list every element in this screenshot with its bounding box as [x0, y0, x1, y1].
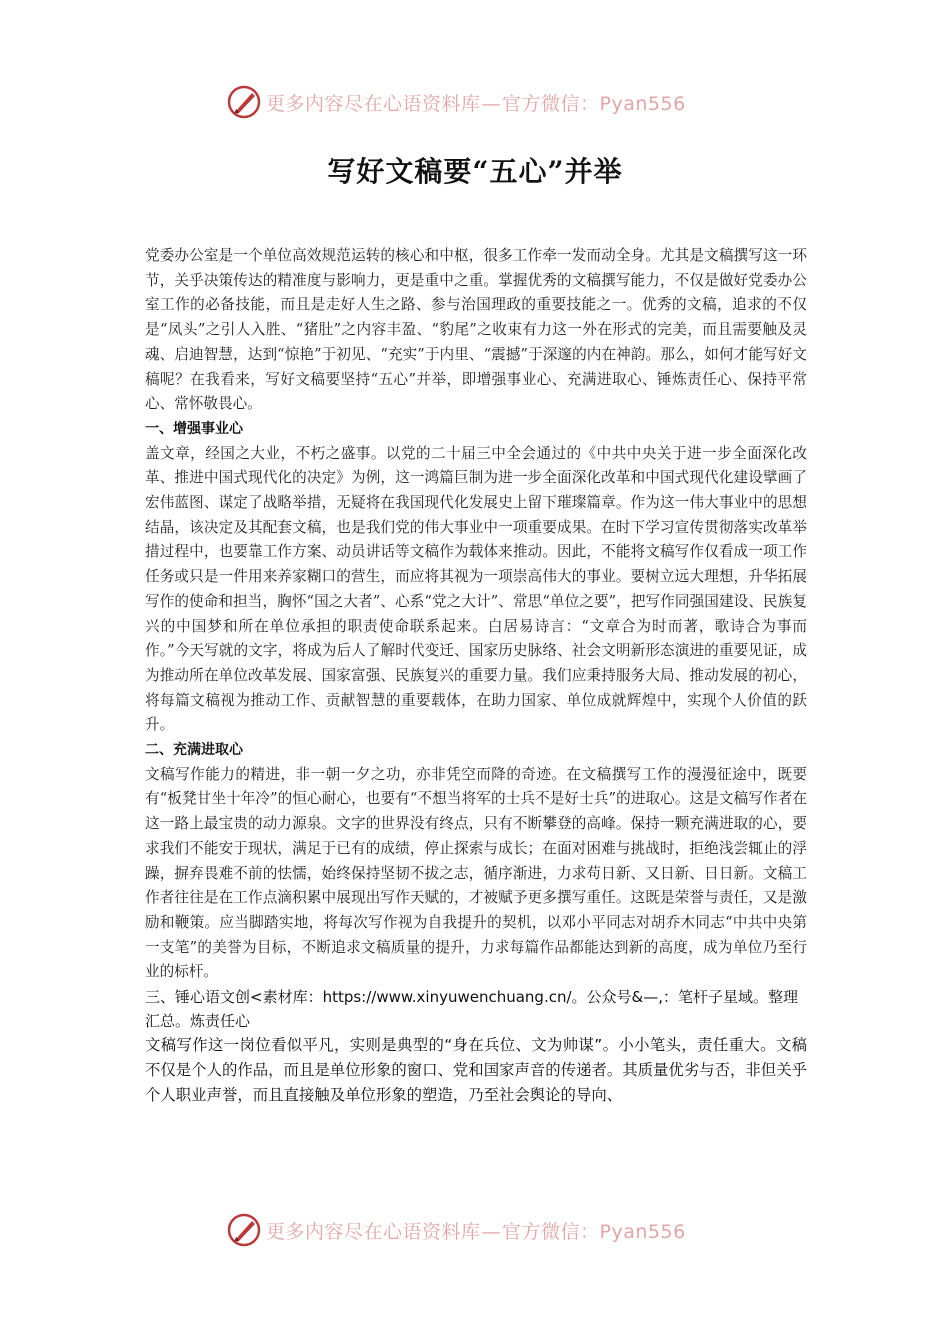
pen-logo-icon	[226, 84, 262, 120]
banner-suffix: 官方微信：	[502, 1220, 600, 1243]
banner-main: 更多内容尽在心语资料库	[266, 1220, 481, 1243]
section-1-paragraph: 盖文章，经国之大业，不朽之盛事。以党的二十届三中全会通过的《中共中央关于进一步全面深化改革、推进中国式现代化的决定》为例，这一鸿篇巨制为进一步全面深化改革和中国式现代化建设擘画了宏伟蓝图、谋定了战略举措，无疑将在我国现代化发展史上留下璀璨篇章。作为这一伟大事业中的思想结晶，该决定及其配套文稿，也是我们党的伟大事业中一项重要成果。在时下学习宣传贯彻落实改革举措过程中，也要靠工作方案、动员讲话等文稿作为载体来推动。因此，不能将文稿写作仅看成一项工作任务或只是一件用来养家糊口的营生，而应将其视为一项崇高伟大的事业。要树立远大理想，升华拓展写作的使命和担当，胸怀“国之大者”、心系“党之大计”、常思“单位之要”，把写作同强国建设、民族复兴的中国梦和所在单位承担的职责使命联系起来。白居易诗言：“文章合为时而著，歌诗合为事而作。”今天写就的文字，将成为后人了解时代变迁、国家历史脉络、社会文明新形态演进的重要见证，成为推动所在单位改革发展、国家富强、民族复兴的重要力量。我们应秉持服务大局、推动发展的初心，将每篇文稿视为推动工作、贡献智慧的重要载体，在助力国家、单位成就辉煌中，实现个人价值的跃升。	[145, 444, 807, 734]
banner-wechat-id: Pyan556	[599, 1220, 686, 1243]
banner-text	[266, 89, 686, 116]
banner-separator: —	[481, 1220, 502, 1243]
footer-banner	[226, 1210, 726, 1250]
section-2-heading: 二、充满进取心	[145, 742, 243, 759]
section-3-heading: 三、锤心语文创<素材库：https://www.xinyuwenchuang.cn/。公众号&—,：笔杆子星域。整理汇总。炼责任心	[145, 988, 798, 1031]
banner-main: 更多内容尽在心语资料库	[266, 92, 481, 115]
header-banner	[226, 82, 726, 122]
banner-wechat-id: Pyan556	[599, 92, 686, 115]
section-1-heading: 一、增强事业心	[145, 420, 243, 437]
document-body	[145, 244, 807, 1108]
banner-text	[266, 1217, 686, 1244]
banner-suffix: 官方微信：	[502, 92, 600, 115]
banner-separator: —	[481, 92, 502, 115]
section-2-paragraph: 文稿写作能力的精进，非一朝一夕之功，亦非凭空而降的奇迹。在文稿撰写工作的漫漫征途中，既要有“板凳甘坐十年冷”的恒心耐心，也要有“不想当将军的士兵不是好士兵”的进取心。这是文稿写作者在这一路上最宝贵的动力源泉。文字的世界没有终点，只有不断攀登的高峰。保持一颗充满进取的心，要求我们不能安于现状，满足于已有的成绩，停止探索与成长；在面对困难与挑战时，拒绝浅尝辄止的浮躁，摒弃畏难不前的怯懦，始终保持坚韧不拔之志，循序渐进，力求苟日新、又日新、日日新。文稿工作者往往是在工作点滴积累中展现出写作天赋的，才被赋予更多撰写重任。这既是荣誉与责任，又是激励和鞭策。应当脚踏实地，将每次写作视为自我提升的契机，以邓小平同志对胡乔木同志“中共中央第一支笔”的美誉为目标，不断追求文稿质量的提升，力求每篇作品都能达到新的高度，成为单位乃至行业的标杆。	[145, 765, 807, 981]
intro-paragraph: 党委办公室是一个单位高效规范运转的核心和中枢，很多工作牵一发而动全身。尤其是文稿撰写这一环节，关乎决策传达的精准度与影响力，更是重中之重。掌握优秀的文稿撰写能力，不仅是做好党委办公室工作的必备技能，而且是走好人生之路、参与治国理政的重要技能之一。优秀的文稿，追求的不仅是“凤头”之引人入胜、“猪肚”之内容丰盈、“豹尾”之收束有力这一外在形式的完美，而且需要触及灵魂、启迪智慧，达到“惊艳”于初见、“充实”于内里、“震撼”于深邃的内在神韵。那么，如何才能写好文稿呢？在我看来，写好文稿要坚持“五心”并举，即增强事业心、充满进取心、锤炼责任心、保持平常心、常怀敬畏心。	[145, 247, 807, 413]
pen-logo-icon	[226, 1212, 262, 1248]
section-3-paragraph: 文稿写作这一岗位看似平凡，实则是典型的“身在兵位、文为帅谋”。小小笔头，责任重大。文稿不仅是个人的作品，而且是单位形象的窗口、党和国家声音的传递者。其质量优劣与否，非但关乎个人职业声誉，而且直接触及单位形象的塑造，乃至社会舆论的导向、	[145, 1036, 807, 1105]
document-title: 写好文稿要“五心”并举	[327, 155, 623, 188]
